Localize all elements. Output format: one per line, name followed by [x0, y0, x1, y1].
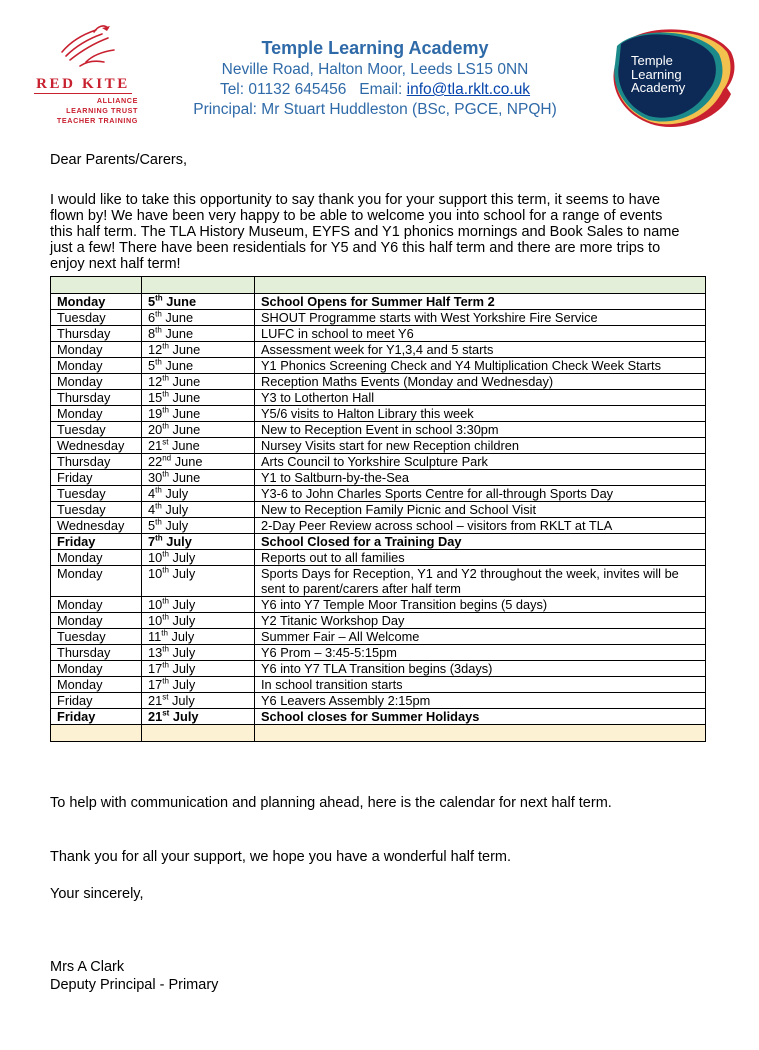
date-number: 17 [148, 661, 163, 676]
date-number: 10 [148, 613, 163, 628]
tel-text: Tel: 01132 645456 Email: [219, 81, 407, 98]
date-suffix: th [155, 501, 162, 511]
calendar-intro: To help with communication and planning ahead, here is the calendar for next half term. [50, 795, 612, 811]
event-cell: Y5/6 visits to Halton Library this week [255, 406, 706, 422]
date-number: 17 [148, 677, 163, 692]
thanks-line: Thank you for all your support, we hope you have a wonderful half term. [50, 849, 512, 865]
paragraph-line: enjoy next half term! [50, 256, 181, 272]
table-cell [51, 277, 142, 294]
date-suffix: th [162, 373, 169, 383]
event-cell: Y1 Phonics Screening Check and Y4 Multiplication Check Week Starts [255, 358, 706, 374]
table-row [51, 342, 706, 358]
date-number: 10 [148, 566, 163, 581]
table-row [51, 422, 706, 438]
date-month: July [166, 534, 192, 549]
table-row [51, 470, 706, 486]
day-cell: Tuesday [51, 629, 142, 645]
date-month: June [172, 374, 201, 389]
event-cell: Nursey Visits start for new Reception children [255, 438, 706, 454]
day-cell: Wednesday [51, 518, 142, 534]
table-row [51, 693, 706, 709]
table-row [51, 613, 706, 629]
date-cell [142, 486, 255, 502]
event-cell: Y6 Prom – 3:45-5:15pm [255, 645, 706, 661]
date-month: July [171, 629, 195, 644]
paragraph-line: I would like to take this opportunity to say thank you for your support this term, it seems to have [50, 192, 661, 208]
event-cell: LUFC in school to meet Y6 [255, 326, 706, 342]
table-row [51, 550, 706, 566]
day-cell: Monday [51, 566, 142, 597]
day-cell: Monday [51, 374, 142, 390]
day-cell: Friday [51, 470, 142, 486]
date-number: 20 [148, 422, 163, 437]
date-month: June [172, 390, 201, 405]
date-cell [142, 709, 255, 725]
table-row [51, 310, 706, 326]
table-row [51, 502, 706, 518]
school-address: Neville Road, Halton Moor, Leeds LS15 0NN [221, 61, 529, 78]
date-month: July [165, 518, 189, 533]
date-number: 21 [148, 693, 163, 708]
date-number: 13 [148, 645, 163, 660]
date-cell [142, 613, 255, 629]
date-cell [142, 294, 255, 310]
event-cell: Reception Maths Events (Monday and Wednesday) [255, 374, 706, 390]
table-row [51, 406, 706, 422]
date-month: July [172, 693, 195, 708]
school-name: Temple Learning Academy [261, 38, 489, 58]
date-month: June [174, 454, 203, 469]
event-cell: Assessment week for Y1,3,4 and 5 starts [255, 342, 706, 358]
date-month: June [165, 310, 194, 325]
date-suffix: th [155, 357, 162, 367]
day-cell: Monday [51, 342, 142, 358]
table-cell [255, 277, 706, 294]
date-suffix: th [155, 485, 162, 495]
date-suffix: th [162, 389, 169, 399]
event-cell: Y1 to Saltburn-by-the-Sea [255, 470, 706, 486]
date-month: July [165, 486, 189, 501]
table-row [51, 454, 706, 470]
event-cell: School closes for Summer Holidays [255, 709, 706, 725]
table-row [51, 629, 706, 645]
table-row [51, 566, 706, 597]
event-cell: Reports out to all families [255, 550, 706, 566]
date-suffix: th [162, 676, 169, 686]
date-month: July [172, 645, 196, 660]
day-cell: Monday [51, 677, 142, 693]
date-suffix: th [155, 533, 163, 543]
table-cell [255, 725, 706, 742]
date-cell [142, 597, 255, 613]
event-cell: New to Reception Family Picnic and School Visit [255, 502, 706, 518]
date-cell [142, 629, 255, 645]
event-cell: Y2 Titanic Workshop Day [255, 613, 706, 629]
date-cell [142, 502, 255, 518]
date-suffix: st [162, 437, 169, 447]
signatory-name: Mrs A Clark [50, 959, 125, 975]
date-month: June [165, 358, 194, 373]
day-cell: Tuesday [51, 310, 142, 326]
date-cell [142, 326, 255, 342]
tla-logo-line2: Learning [631, 66, 682, 82]
table-footer-row [51, 725, 706, 742]
event-cell: New to Reception Event in school 3:30pm [255, 422, 706, 438]
date-number: 10 [148, 597, 163, 612]
date-cell [142, 310, 255, 326]
date-suffix: th [155, 325, 162, 335]
date-suffix: th [162, 660, 169, 670]
red-kite-bird-icon [58, 22, 118, 74]
day-cell: Friday [51, 693, 142, 709]
date-month: June [172, 342, 201, 357]
date-suffix: th [162, 565, 169, 575]
date-cell [142, 518, 255, 534]
day-cell: Monday [51, 597, 142, 613]
date-number: 5 [148, 294, 156, 309]
table-row [51, 326, 706, 342]
signoff: Your sincerely, [50, 886, 144, 902]
date-cell [142, 470, 255, 486]
date-cell [142, 438, 255, 454]
event-cell: Y3 to Lotherton Hall [255, 390, 706, 406]
date-number: 4 [148, 502, 156, 517]
date-number: 22 [148, 454, 163, 469]
event-cell: Sports Days for Reception, Y1 and Y2 throughout the week, invites will be sent to parent/carers after half term [255, 566, 706, 597]
day-cell: Tuesday [51, 422, 142, 438]
calendar-table [50, 276, 706, 742]
date-number: 10 [148, 550, 163, 565]
date-cell [142, 534, 255, 550]
tla-logo-line1: Temple [631, 53, 673, 68]
table-row [51, 709, 706, 725]
paragraph-line: just a few! There have been residentials for Y5 and Y6 this half term and there are more trips to [50, 240, 661, 256]
date-suffix: th [162, 469, 169, 479]
date-number: 8 [148, 326, 156, 341]
date-suffix: st [162, 708, 170, 718]
table-row [51, 358, 706, 374]
tla-logo-line3: Academy [631, 80, 686, 95]
day-cell: Friday [51, 534, 142, 550]
date-cell [142, 566, 255, 597]
table-row [51, 486, 706, 502]
date-number: 4 [148, 486, 156, 501]
date-number: 11 [148, 629, 162, 644]
date-number: 15 [148, 390, 163, 405]
day-cell: Thursday [51, 454, 142, 470]
date-month: July [172, 550, 196, 565]
day-cell: Monday [51, 358, 142, 374]
table-row [51, 677, 706, 693]
table-cell [142, 725, 255, 742]
date-month: June [172, 470, 201, 485]
date-suffix: th [162, 596, 169, 606]
date-cell [142, 358, 255, 374]
contact-line [160, 80, 590, 100]
date-number: 12 [148, 342, 163, 357]
table-row [51, 534, 706, 550]
date-number: 21 [148, 709, 163, 724]
date-month: July [172, 597, 196, 612]
day-cell: Friday [51, 709, 142, 725]
date-suffix: th [162, 549, 169, 559]
day-cell: Thursday [51, 326, 142, 342]
date-number: 21 [148, 438, 163, 453]
day-cell: Tuesday [51, 486, 142, 502]
date-suffix: nd [162, 453, 172, 463]
date-number: 12 [148, 374, 163, 389]
day-cell: Monday [51, 661, 142, 677]
day-cell: Monday [51, 406, 142, 422]
date-suffix: th [161, 628, 168, 638]
table-header-row [51, 277, 706, 294]
date-suffix: th [155, 517, 162, 527]
red-kite-logo [28, 22, 140, 124]
date-cell [142, 693, 255, 709]
event-cell: Y6 into Y7 TLA Transition begins (3days) [255, 661, 706, 677]
date-cell [142, 422, 255, 438]
date-month: July [172, 566, 196, 581]
email-link[interactable]: info@tla.rklt.co.uk [406, 81, 531, 98]
date-month: June [166, 294, 197, 309]
event-cell: School Closed for a Training Day [255, 534, 706, 550]
date-month: July [172, 613, 196, 628]
day-cell: Monday [51, 294, 142, 310]
date-number: 30 [148, 470, 163, 485]
date-cell [142, 406, 255, 422]
date-suffix: th [162, 405, 169, 415]
date-suffix: st [162, 692, 169, 702]
day-cell: Monday [51, 613, 142, 629]
paragraph-line: this half term. The TLA History Museum, EYFS and Y1 phonics mornings and Book Sales to name [50, 224, 680, 240]
date-number: 5 [148, 518, 156, 533]
date-number: 7 [148, 534, 156, 549]
table-cell [51, 725, 142, 742]
table-row [51, 390, 706, 406]
paragraph-line: flown by! We have been very happy to be able to welcome you into school for a range of events [50, 208, 663, 224]
date-month: June [165, 326, 194, 341]
event-cell: Summer Fair – All Welcome [255, 629, 706, 645]
date-month: July [165, 502, 189, 517]
date-number: 19 [148, 406, 163, 421]
principal-line: Principal: Mr Stuart Huddleston (BSc, PGCE, NPQH) [193, 101, 557, 118]
intro-paragraph [50, 192, 710, 272]
letterhead [160, 36, 590, 120]
date-cell [142, 390, 255, 406]
table-row [51, 518, 706, 534]
day-cell: Monday [51, 550, 142, 566]
table-row [51, 374, 706, 390]
date-suffix: th [162, 341, 169, 351]
signatory-role: Deputy Principal - Primary [50, 977, 219, 993]
date-cell [142, 454, 255, 470]
greeting: Dear Parents/Carers, [50, 152, 187, 168]
date-cell [142, 677, 255, 693]
event-cell: Arts Council to Yorkshire Sculpture Park [255, 454, 706, 470]
day-cell: Thursday [51, 645, 142, 661]
day-cell: Wednesday [51, 438, 142, 454]
date-cell [142, 342, 255, 358]
date-cell [142, 661, 255, 677]
day-cell: Tuesday [51, 502, 142, 518]
date-suffix: th [162, 612, 169, 622]
event-cell: Y6 Leavers Assembly 2:15pm [255, 693, 706, 709]
date-suffix: th [162, 644, 169, 654]
day-cell: Thursday [51, 390, 142, 406]
date-month: June [172, 438, 200, 453]
table-row [51, 438, 706, 454]
table-row [51, 597, 706, 613]
logo-sub-trust: LEARNING TRUST [66, 106, 138, 115]
date-month: June [172, 422, 201, 437]
date-suffix: th [155, 309, 162, 319]
date-cell [142, 374, 255, 390]
logo-name: RED KITE [36, 76, 130, 92]
tla-logo [611, 26, 735, 132]
logo-sub-training: TEACHER TRAINING [56, 116, 138, 125]
date-month: July [172, 709, 199, 724]
date-month: July [172, 677, 196, 692]
table-row [51, 645, 706, 661]
table-row [51, 294, 706, 310]
event-cell: Y6 into Y7 Temple Moor Transition begins (5 days) [255, 597, 706, 613]
date-month: June [172, 406, 201, 421]
logo-sub-alliance: ALLIANCE [96, 96, 138, 105]
date-number: 5 [148, 358, 156, 373]
date-cell [142, 645, 255, 661]
date-cell [142, 550, 255, 566]
event-cell: Y3-6 to John Charles Sports Centre for all-through Sports Day [255, 486, 706, 502]
event-cell: In school transition starts [255, 677, 706, 693]
tla-logo-text [631, 54, 685, 95]
event-cell: SHOUT Programme starts with West Yorkshire Fire Service [255, 310, 706, 326]
logo-divider [34, 93, 132, 94]
table-cell [142, 277, 255, 294]
date-suffix: th [155, 293, 163, 303]
date-suffix: th [162, 421, 169, 431]
event-cell: 2-Day Peer Review across school – visitors from RKLT at TLA [255, 518, 706, 534]
calendar-body [51, 277, 706, 742]
table-row [51, 661, 706, 677]
date-month: July [172, 661, 196, 676]
date-number: 6 [148, 310, 156, 325]
event-cell: School Opens for Summer Half Term 2 [255, 294, 706, 310]
